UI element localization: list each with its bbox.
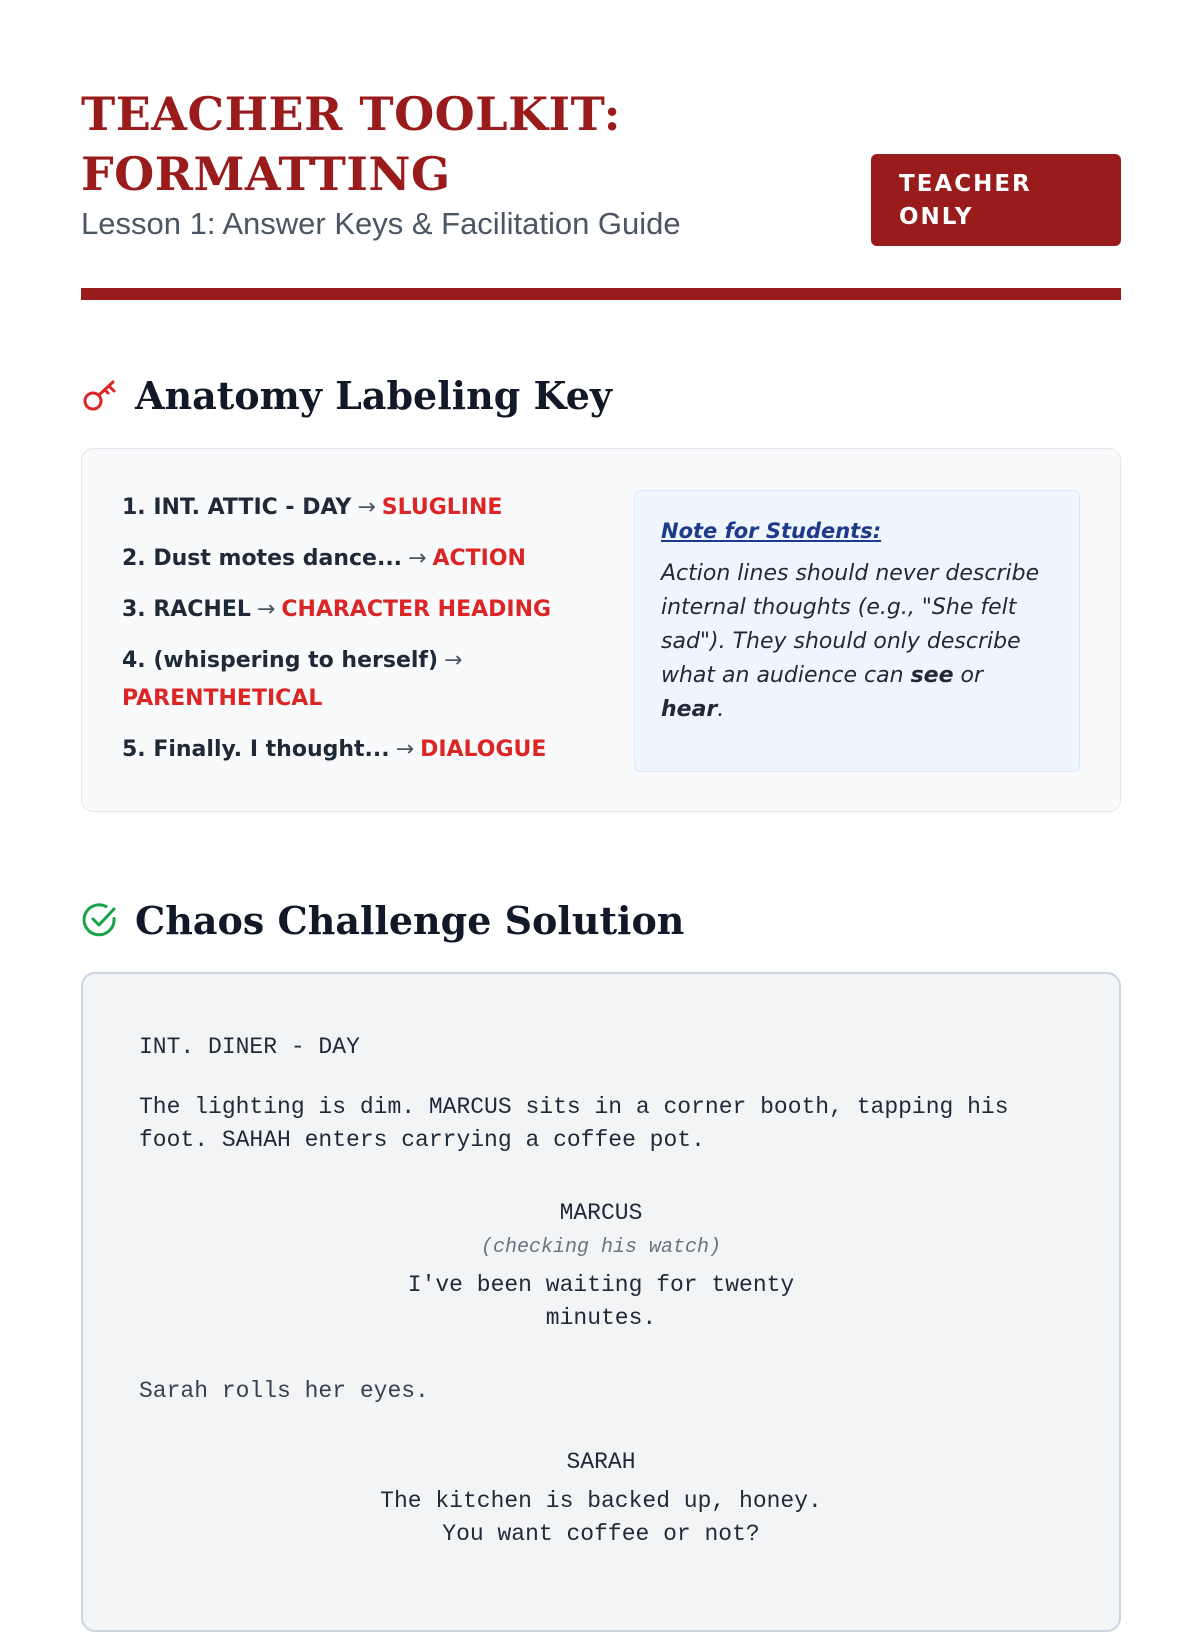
page-subtitle: Lesson 1: Answer Keys & Facilitation Guide xyxy=(81,206,681,241)
arrow: → xyxy=(395,737,415,762)
character-heading-marcus: MARCUS xyxy=(559,1200,643,1226)
list-item xyxy=(122,642,592,718)
anatomy-heading: Anatomy Labeling Key xyxy=(135,372,612,418)
header-divider xyxy=(81,288,1121,300)
page-title xyxy=(81,84,841,204)
anatomy-key-list xyxy=(122,489,592,782)
action-line-2: foot. SAHAH enters carrying a coffee pot. xyxy=(139,1127,705,1153)
anatomy-key-card xyxy=(81,448,1121,812)
action-line-3: Sarah rolls her eyes. xyxy=(139,1378,429,1404)
solution-section-heading xyxy=(81,895,684,945)
list-item xyxy=(122,591,592,629)
check-circle-icon xyxy=(81,901,119,939)
list-item xyxy=(122,731,592,769)
element-text: 5. Finally. I thought... xyxy=(122,737,390,762)
element-text: 3. RACHEL xyxy=(122,597,251,622)
anatomy-section-heading xyxy=(81,370,612,420)
title-line-2: FORMATTING xyxy=(81,147,451,201)
arrow: → xyxy=(256,597,276,622)
parenthetical: (checking his watch) xyxy=(480,1236,722,1259)
element-label: ACTION xyxy=(432,546,526,571)
note-end: . xyxy=(717,697,725,722)
solution-heading: Chaos Challenge Solution xyxy=(135,897,685,943)
screenplay-solution-box xyxy=(81,972,1121,1632)
badge-line-1: TEACHER xyxy=(899,171,1032,197)
slugline: INT. DINER - DAY xyxy=(139,1034,360,1060)
note-body xyxy=(661,557,1053,727)
element-label: DIALOGUE xyxy=(420,737,547,762)
action-line-1: The lighting is dim. MARCUS sits in a corner booth, tapping his xyxy=(139,1094,1009,1120)
title-line-1: TEACHER TOOLKIT: xyxy=(81,87,622,141)
page-header xyxy=(81,84,1121,244)
arrow: → xyxy=(408,546,427,571)
key-icon xyxy=(81,376,119,414)
note-see: see xyxy=(910,663,954,688)
element-text: 4. (whispering to herself) xyxy=(122,648,439,673)
dialogue-line-3: The kitchen is backed up, honey. xyxy=(380,1488,822,1514)
list-item xyxy=(122,540,592,578)
character-heading-sarah: SARAH xyxy=(566,1449,636,1475)
element-label: CHARACTER HEADING xyxy=(281,597,552,622)
note-title: Note for Students: xyxy=(661,519,882,543)
dialogue-line-2: minutes. xyxy=(545,1305,657,1331)
dialogue-line-4: You want coffee or not? xyxy=(442,1521,760,1547)
teacher-only-badge xyxy=(871,154,1121,246)
dialogue-line-1: I've been waiting for twenty xyxy=(407,1272,795,1298)
badge-line-2: ONLY xyxy=(899,204,974,230)
note-hear: hear xyxy=(661,697,718,722)
arrow: → xyxy=(444,648,463,673)
element-label: SLUGLINE xyxy=(381,495,503,520)
list-item xyxy=(122,489,592,527)
note-text: Action lines should never describe internal thoughts (e.g., "She felt sad"). They should only describe what an audience can xyxy=(661,561,1040,688)
arrow: → xyxy=(357,495,376,520)
student-note-box xyxy=(634,490,1080,772)
element-label: PARENTHETICAL xyxy=(122,686,323,711)
note-or: or xyxy=(953,663,984,688)
element-text: 1. INT. ATTIC - DAY xyxy=(122,495,352,520)
element-text: 2. Dust motes dance... xyxy=(122,546,403,571)
